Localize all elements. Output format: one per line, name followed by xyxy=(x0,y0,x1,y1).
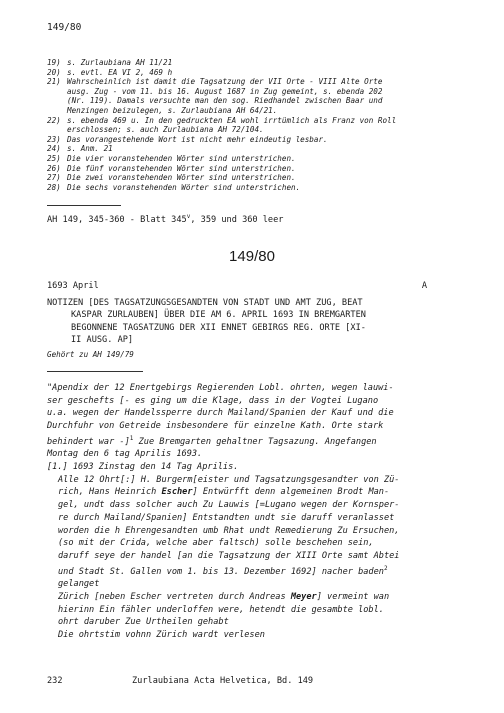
footnote-number: 21) xyxy=(47,77,61,87)
footnote-ref: 2 xyxy=(383,564,388,572)
body-line: Die ohrtstim vohnn Zürich wardt verlesen xyxy=(58,630,265,641)
title-line: NOTIZEN [DES TAGSATZUNGSGESANDTEN VON STADT UND AMT ZUG, BEAT xyxy=(47,298,363,308)
footnote-number: 25) xyxy=(47,153,61,163)
body-line: (so mit der Crida, welche aber faltsch) solle beschehen sein, xyxy=(58,538,374,549)
body-line: Durchfuhr von Getreide insbesondere für einzelne Kath. Orte stark xyxy=(47,421,384,432)
document-date: 1693 April xyxy=(47,281,99,291)
body-line: u.a. wegen der Handelssperre durch Mailand/Spanien der Kauf und die xyxy=(47,408,394,419)
related-reference: Gehört zu AH 149/79 xyxy=(47,350,134,359)
body-line: gelanget xyxy=(58,579,100,590)
journal-title: Zurlaubiana Acta Helvetica, Bd. 149 xyxy=(132,676,314,686)
body-line: "Apendix der 12 Enertgebirgs Regierenden Lobl. ohrten, wegen lauwi- xyxy=(47,383,394,393)
footnote-number: 24) xyxy=(47,144,61,154)
body-line: gel, undt dass solcher auch Zu Lauwis [=Lugano wegen der Kornsper- xyxy=(58,500,400,511)
body-text: rich, Hans Heinrich xyxy=(58,487,162,498)
footnote-item xyxy=(47,77,467,115)
footnote-text: Das vorangestehende Wort ist nicht mehr eindeutig lesbar. xyxy=(67,134,328,144)
person-name: Escher xyxy=(161,487,193,498)
footnote-text: Die zwei voranstehenden Wörter sind unterstrichen. xyxy=(67,173,296,183)
archive-reference-main: AH 149, 345-360 - Blatt 345 xyxy=(47,214,187,225)
title-line: BEGONNENE TAGSATZUNG DER XII ENNET GEBIRGS REG. ORTE [XI- xyxy=(71,322,366,333)
body-line: Alle 12 Ohrt[:] H. Burgerm[eister und Tagsatzungsgesandter von Zü- xyxy=(58,474,400,485)
footnote-number: 20) xyxy=(47,67,61,77)
body-line xyxy=(47,486,447,499)
section-divider xyxy=(47,371,143,372)
transcription-body xyxy=(47,382,447,642)
document-number: 149/80 xyxy=(229,248,275,265)
title-line: II AUSG. AP] xyxy=(71,335,134,346)
footnote-text: s. Anm. 21 xyxy=(67,144,113,154)
archive-reference-rest: , 359 und 360 leer xyxy=(190,214,284,225)
footnote-text: Wahrscheinlich ist damit die Tagsatzung der VII Orte - VIII Alte Orte ausg. Zug - vom 11. bis 16. August 1687 in Zug gemeint, s. ebenda 202 (Nr. 119). Damals versuchte man den sog. Riedhandel zwischen Baar und Menzingen beizulegen, s. Zurlaubiana AH 64/21. xyxy=(67,77,383,115)
footnote-item xyxy=(47,183,467,193)
body-text: behindert war -] xyxy=(47,436,130,447)
page-number: 232 xyxy=(47,676,63,686)
body-text: ] vermeint wan xyxy=(316,591,390,602)
footnote-item xyxy=(47,116,467,135)
person-name: Meyer xyxy=(290,591,317,602)
footnote-item xyxy=(47,68,467,78)
footnote-ref: 1 xyxy=(129,434,134,442)
body-text: Zue Bremgarten gehaltner Tagsazung. Angefangen xyxy=(133,436,377,447)
footnotes xyxy=(47,58,467,192)
archive-reference xyxy=(47,213,283,225)
footnote-number: 26) xyxy=(47,163,61,173)
footnote-number: 22) xyxy=(47,115,61,125)
page-footer xyxy=(47,676,314,686)
footnote-text: Die sechs voranstehenden Wörter sind unterstrichen. xyxy=(67,182,301,192)
footnote-divider xyxy=(47,205,121,206)
body-line xyxy=(47,433,447,449)
footnote-number: 27) xyxy=(47,173,61,183)
footnote-item xyxy=(47,173,467,183)
body-line: ohrt daruber Zue Urtheilen gehabt xyxy=(58,617,229,628)
footnote-text: s. Zurlaubiana AH 11/21 xyxy=(67,58,173,67)
footnote-number: 23) xyxy=(47,134,61,144)
footnote-item xyxy=(47,154,467,164)
body-line: worden die h Ehrengesandten umb Rhat undt Remedierung Zu Ersuchen, xyxy=(58,525,400,536)
body-line: Montag den 6 tag Aprilis 1693. xyxy=(47,449,203,460)
footnote-item xyxy=(47,144,467,154)
running-head: 149/80 xyxy=(47,22,82,33)
body-text: und Stadt St. Gallen vom 1. bis 13. Dezember 1692] nacher baden xyxy=(58,566,384,577)
footnote-item xyxy=(47,135,467,145)
footnote-number: 28) xyxy=(47,182,61,192)
footnote-text: Die fünf voranstehenden Wörter sind unterstrichen. xyxy=(67,163,296,173)
body-line: re durch Mailand/Spanien] Entstandten undt sie daruff veranlasset xyxy=(58,512,395,523)
body-line: [1.] 1693 Zinstag den 14 Tag Aprilis. xyxy=(47,462,239,473)
footnote-text: s. evtl. EA VI 2, 469 h xyxy=(67,67,173,77)
body-line xyxy=(47,591,447,604)
document-title xyxy=(47,297,431,347)
body-line xyxy=(47,563,447,579)
title-line: KASPAR ZURLAUBEN] ÜBER DIE AM 6. APRIL 1693 IN BREMGARTEN xyxy=(71,310,366,321)
footnote-number: 19) xyxy=(47,58,61,67)
footnote-item xyxy=(47,164,467,174)
body-line: hierinn Ein fähler underloffen were, hetendt die gesambte lobl. xyxy=(58,604,384,615)
document-letter: A xyxy=(421,281,427,291)
footnote-text: s. ebenda 469 u. In den gedruckten EA wohl irrtümlich als Franz von Roll erschlossen; s. auch Zurlaubiana AH 72/104. xyxy=(67,115,397,135)
body-text: Zürich [neben Escher vertreten durch Andreas xyxy=(58,591,291,602)
archive-reference-superscript: v xyxy=(186,213,191,220)
footnote-item xyxy=(47,58,467,68)
date-line xyxy=(47,281,427,291)
footnote-text: Die vier voranstehenden Wörter sind unterstrichen. xyxy=(67,153,296,163)
body-line: ser geschefts [- es ging um die Klage, dass in der Vogtei Lugano xyxy=(47,395,379,406)
body-text: ] Entwürfft denn algemeinen Brodt Man- xyxy=(192,487,390,498)
body-line: daruff seye der handel [an die Tagsatzung der XIII Orte samt Abtei xyxy=(58,551,400,561)
